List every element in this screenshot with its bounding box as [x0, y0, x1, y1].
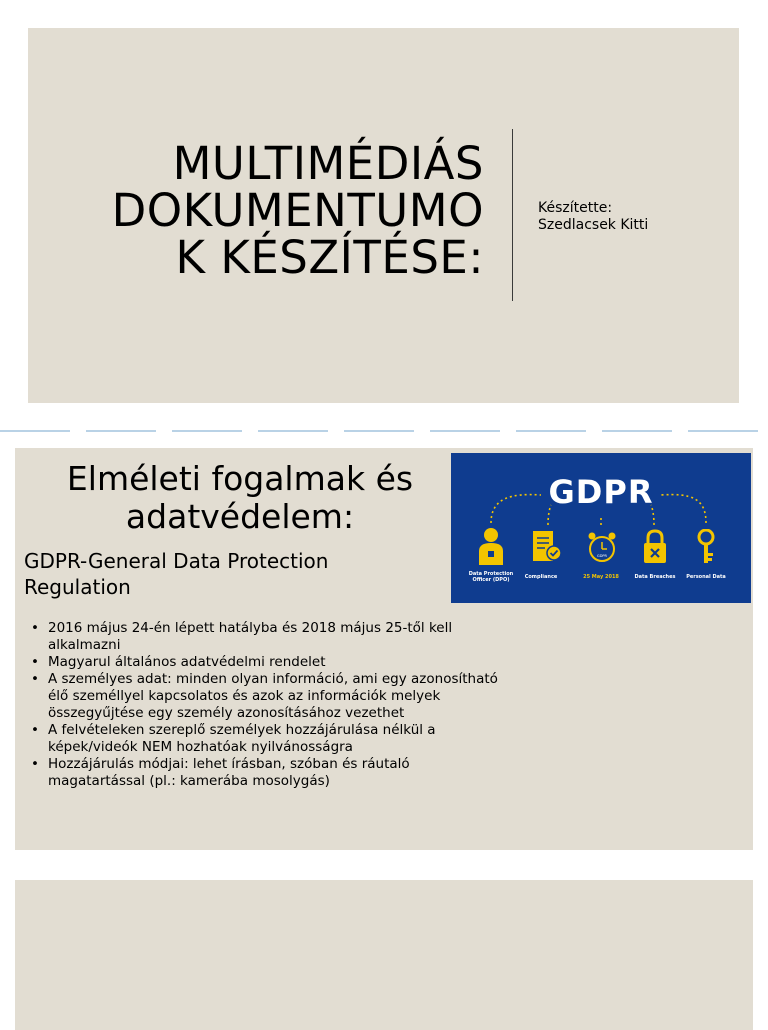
heading-line: Elméleti fogalmak és [66, 459, 414, 498]
list-item [29, 654, 529, 671]
bullet-line: • A személyes adat: minden olyan információ, ami egy azonosítható [48, 671, 498, 687]
alarm-clock-icon [586, 529, 618, 565]
gdpr-illustration [451, 453, 751, 603]
compliance-label: Compliance [524, 574, 558, 580]
bullet-line: • 2016 május 24-én lépett hatályba és 2018 május 25-től kell [48, 620, 453, 636]
title-line: DOKUMENTUMO [111, 184, 484, 237]
dpo-label-line: Officer (DPO) [472, 577, 510, 583]
document-check-icon [531, 529, 563, 565]
author-label: Készítette: [538, 200, 613, 216]
title-line: MULTIMÉDIÁS [172, 137, 484, 190]
subheading-line: Regulation [24, 575, 131, 599]
dpo-label [466, 571, 516, 583]
gdpr-title: GDPR [548, 473, 654, 511]
slide-heading [15, 460, 465, 536]
heading-line: adatvédelem: [125, 497, 355, 536]
breaches-label: Data Breaches [634, 574, 676, 580]
theory-slide [15, 448, 753, 850]
list-item [29, 671, 529, 722]
key-icon [695, 529, 717, 567]
author-name: Szedlacsek Kitti [538, 217, 649, 233]
presentation-title [44, 137, 484, 284]
author-block [538, 200, 648, 234]
personal-data-label: Personal Data [686, 574, 726, 580]
bullet-line: magatartással (pl.: kamerába mosolygás) [48, 773, 330, 789]
list-item [29, 722, 529, 756]
bullet-line: • A felvételeken szereplő személyek hozzájárulása nélkül a [48, 722, 436, 738]
bullet-line: összegyűjtése egy személy azonosításához vezethet [48, 705, 405, 721]
bullet-list [29, 620, 529, 790]
title-divider [512, 129, 513, 301]
subheading-line: GDPR-General Data Protection [24, 549, 329, 573]
title-slide [28, 28, 739, 403]
title-line: K KÉSZÍTÉSE: [175, 231, 484, 284]
list-item [29, 620, 529, 654]
slide-separator [0, 430, 768, 432]
bullet-line: képek/videók NEM hozhatóak nyilvánosságra [48, 739, 353, 755]
slide-subheading [24, 548, 444, 600]
clock-face-text: GDPR [597, 554, 607, 558]
bullet-line: élő személlyel kapcsolatos és azok az információk melyek [48, 688, 441, 704]
list-item [29, 756, 529, 790]
padlock-x-icon [642, 528, 668, 566]
person-icon [478, 527, 504, 567]
date-label: 25 May 2018 [583, 574, 619, 580]
dpo-label-line: Data Protection [468, 571, 514, 577]
bullet-line: alkalmazni [48, 637, 121, 653]
next-slide [15, 880, 753, 1030]
bullet-line: • Magyarul általános adatvédelmi rendelet [48, 654, 326, 670]
bullet-line: • Hozzájárulás módjai: lehet írásban, szóban és ráutaló [48, 756, 410, 772]
